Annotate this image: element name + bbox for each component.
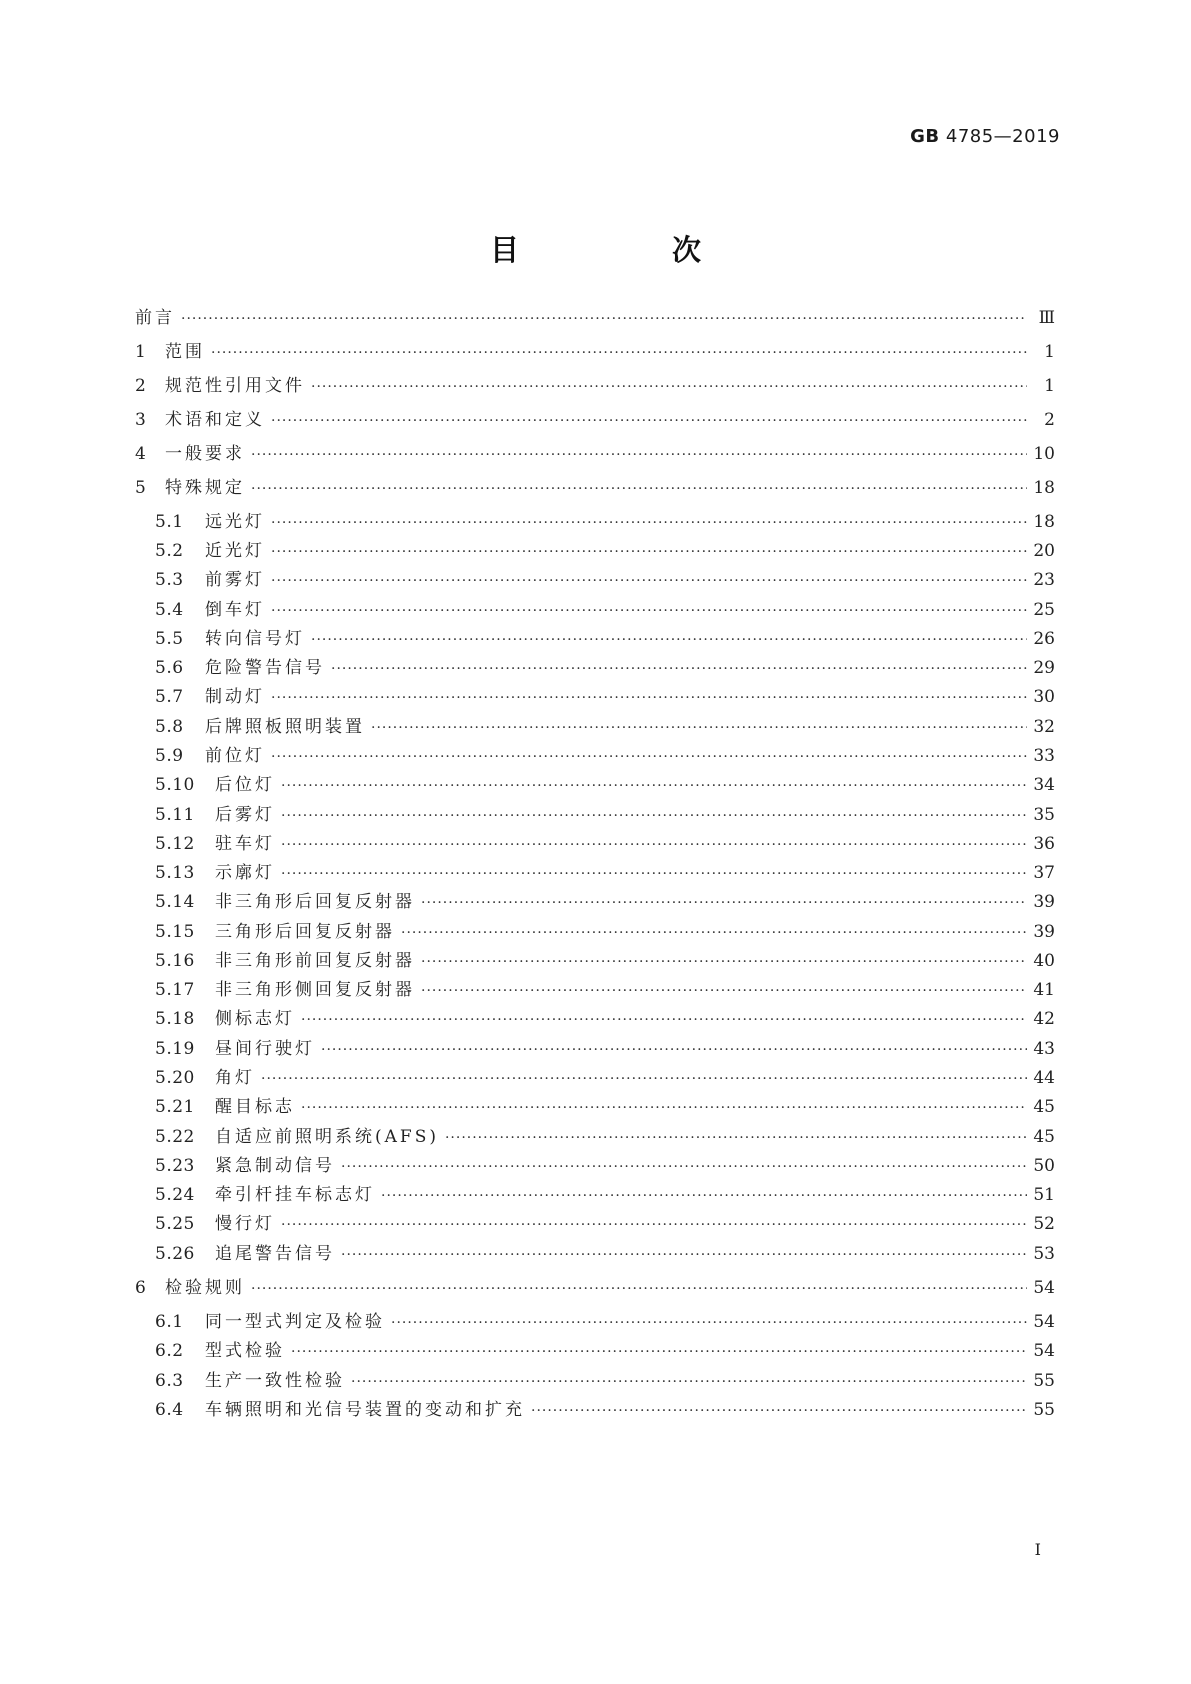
toc-entry-page: 39: [1033, 892, 1055, 912]
toc-entry[interactable]: [155, 1369, 1055, 1393]
toc-entry-page: 42: [1033, 1009, 1055, 1029]
toc-entry-page: 54: [1033, 1312, 1055, 1332]
toc-entry[interactable]: [155, 1037, 1055, 1061]
toc-entry[interactable]: [155, 773, 1055, 797]
toc-entry-page: 18: [1033, 512, 1055, 532]
toc-dot-leader: [321, 1038, 1027, 1062]
toc-entry-title: 前雾灯: [205, 570, 265, 590]
toc-entry-number: 5.18: [155, 1009, 195, 1029]
toc-entry-number: 5.4: [155, 600, 184, 620]
toc-entry[interactable]: [155, 1398, 1055, 1422]
toc-entry-number: 5.5: [155, 629, 184, 649]
toc-entry-page: 23: [1033, 570, 1055, 590]
toc-entry-page: 40: [1033, 951, 1055, 971]
toc-entry-title: 术语和定义: [165, 410, 265, 430]
toc-entry-number: 1: [135, 342, 147, 362]
toc-entry[interactable]: [155, 744, 1055, 768]
toc-entry-page: 34: [1033, 775, 1055, 795]
toc-entry-title: 非三角形侧回复反射器: [215, 980, 415, 1000]
toc-entry-number: 5.23: [155, 1156, 195, 1176]
toc-entry[interactable]: [155, 715, 1055, 739]
toc-entry[interactable]: [155, 539, 1055, 563]
toc-entry-number: 5.22: [155, 1127, 195, 1147]
toc-entry-title: 自适应前照明系统(AFS): [215, 1127, 439, 1147]
toc-entry-number: 5.10: [155, 775, 195, 795]
toc-dot-leader: [421, 979, 1027, 1003]
toc-dot-leader: [445, 1126, 1027, 1150]
page-title: 目 次: [489, 233, 763, 267]
toc-entry-number: 5.26: [155, 1244, 195, 1264]
toc-entry-title: 范围: [165, 342, 205, 362]
toc-entry[interactable]: [155, 1095, 1055, 1119]
toc-entry[interactable]: [155, 568, 1055, 592]
toc-entry-title: 一般要求: [165, 444, 245, 464]
toc-entry-number: 5.14: [155, 892, 195, 912]
toc-entry-page: 32: [1033, 717, 1055, 737]
toc-entry-number: 6.2: [155, 1341, 184, 1361]
toc-entry-page: 37: [1033, 863, 1055, 883]
toc-dot-leader: [401, 921, 1027, 945]
toc-entry-title: 慢行灯: [215, 1214, 275, 1234]
toc-entry[interactable]: [155, 949, 1055, 973]
toc-entry[interactable]: [155, 627, 1055, 651]
toc-entry-number: 5.1: [155, 512, 184, 532]
toc-entry-title: 近光灯: [205, 541, 265, 561]
toc-entry-number: 5.21: [155, 1097, 195, 1117]
toc-entry-number: 3: [135, 410, 147, 430]
toc-entry[interactable]: [155, 832, 1055, 856]
toc-entry-page: 44: [1033, 1068, 1055, 1088]
toc-entry-page: 45: [1033, 1127, 1055, 1147]
toc-entry-title: 非三角形前回复反射器: [215, 951, 415, 971]
toc-dot-leader: [181, 307, 1027, 331]
toc-entry-page: 41: [1033, 980, 1055, 1000]
toc-entry-number: 5.12: [155, 834, 195, 854]
toc-entry-number: 5.3: [155, 570, 184, 590]
toc-dot-leader: [301, 1096, 1027, 1120]
standard-prefix: GB: [910, 126, 940, 147]
toc-entry-page: 30: [1033, 687, 1055, 707]
toc-dot-leader: [341, 1243, 1027, 1267]
toc-entry-title: 三角形后回复反射器: [215, 922, 395, 942]
toc-entry-number: 5: [135, 478, 147, 498]
toc-entry-title: 前言: [135, 308, 175, 328]
toc-entry[interactable]: [155, 685, 1055, 709]
toc-entry-page: 33: [1033, 746, 1055, 766]
toc-dot-leader: [251, 477, 1027, 501]
toc-dot-leader: [271, 409, 1027, 433]
toc-entry-number: 5.13: [155, 863, 195, 883]
toc-entry-number: 6.1: [155, 1312, 184, 1332]
toc-entry-page: 10: [1033, 444, 1055, 464]
toc-entry-number: 6: [135, 1278, 147, 1298]
toc-entry-page: 43: [1033, 1039, 1055, 1059]
toc-entry-number: 5.2: [155, 541, 184, 561]
toc-entry-number: 5.9: [155, 746, 184, 766]
toc-entry[interactable]: [135, 340, 1055, 364]
toc-entry-title: 醒目标志: [215, 1097, 295, 1117]
page-number: Ⅰ: [1034, 1540, 1041, 1559]
toc-entry-title: 后雾灯: [215, 805, 275, 825]
toc-entry[interactable]: [155, 890, 1055, 914]
toc-entry[interactable]: [155, 920, 1055, 944]
toc-entry[interactable]: [155, 978, 1055, 1002]
toc-entry-title: 昼间行驶灯: [215, 1039, 315, 1059]
toc-entry-number: 6.3: [155, 1371, 184, 1391]
toc-entry-page: 53: [1033, 1244, 1055, 1264]
toc-entry-title: 驻车灯: [215, 834, 275, 854]
toc-entry[interactable]: [135, 476, 1055, 500]
toc-entry[interactable]: [155, 1339, 1055, 1363]
toc-entry[interactable]: [155, 1007, 1055, 1031]
toc-dot-leader: [371, 716, 1027, 740]
toc-dot-leader: [271, 569, 1027, 593]
toc-entry[interactable]: [155, 861, 1055, 885]
toc-entry-title: 检验规则: [165, 1278, 245, 1298]
toc-entry-page: 2: [1044, 410, 1055, 430]
toc-entry-page: 50: [1033, 1156, 1055, 1176]
toc-entry-title: 追尾警告信号: [215, 1244, 335, 1264]
toc-dot-leader: [311, 628, 1027, 652]
toc-entry-title: 规范性引用文件: [165, 376, 305, 396]
toc-entry-number: 5.7: [155, 687, 184, 707]
toc-dot-leader: [281, 862, 1027, 886]
toc-entry-page: 55: [1033, 1400, 1055, 1420]
toc-entry-number: 5.25: [155, 1214, 195, 1234]
toc-entry-title: 转向信号灯: [205, 629, 305, 649]
toc-entry-number: 5.11: [155, 805, 195, 825]
toc-entry[interactable]: [155, 1066, 1055, 1090]
toc-dot-leader: [281, 833, 1027, 857]
toc-entry-number: 2: [135, 376, 147, 396]
toc-entry-number: 6.4: [155, 1400, 184, 1420]
toc-entry[interactable]: [155, 1310, 1055, 1334]
toc-dot-leader: [291, 1340, 1027, 1364]
toc-dot-leader: [211, 341, 1027, 365]
toc-dot-leader: [301, 1008, 1027, 1032]
toc-dot-leader: [281, 1213, 1027, 1237]
toc-entry-title: 生产一致性检验: [205, 1371, 345, 1391]
toc-entry-title: 特殊规定: [165, 478, 245, 498]
toc-entry[interactable]: [155, 803, 1055, 827]
toc-entry-page: 55: [1033, 1371, 1055, 1391]
toc-entry-page: 1: [1044, 342, 1055, 362]
toc-entry[interactable]: [155, 1183, 1055, 1207]
toc-entry[interactable]: [135, 1276, 1055, 1300]
toc-entry[interactable]: [155, 598, 1055, 622]
toc-dot-leader: [271, 511, 1027, 535]
toc-dot-leader: [251, 443, 1027, 467]
toc-entry-page: 39: [1033, 922, 1055, 942]
toc-entry[interactable]: [135, 408, 1055, 432]
toc-entry-page: 54: [1033, 1278, 1055, 1298]
toc-entry[interactable]: [135, 306, 1055, 330]
toc-entry-page: 54: [1033, 1341, 1055, 1361]
toc-dot-leader: [281, 774, 1027, 798]
toc-entry[interactable]: [155, 1125, 1055, 1149]
toc-dot-leader: [271, 599, 1027, 623]
toc-entry-page: 51: [1033, 1185, 1055, 1205]
toc-dot-leader: [271, 540, 1027, 564]
toc-entry[interactable]: [155, 1212, 1055, 1236]
toc-entry-number: 5.6: [155, 658, 184, 678]
toc-entry[interactable]: [135, 442, 1055, 466]
toc-entry-page: 1: [1044, 376, 1055, 396]
toc-dot-leader: [421, 891, 1027, 915]
toc-entry-page: 52: [1033, 1214, 1055, 1234]
toc-entry-page: 26: [1033, 629, 1055, 649]
toc-entry-number: 5.20: [155, 1068, 195, 1088]
toc-entry-page: Ⅲ: [1038, 308, 1055, 328]
toc-dot-leader: [311, 375, 1027, 399]
toc-dot-leader: [271, 686, 1027, 710]
toc-entry-title: 牵引杆挂车标志灯: [215, 1185, 375, 1205]
toc-entry-title: 非三角形后回复反射器: [215, 892, 415, 912]
toc-entry-page: 45: [1033, 1097, 1055, 1117]
toc-entry-number: 5.16: [155, 951, 195, 971]
toc-dot-leader: [391, 1311, 1027, 1335]
toc-entry-number: 4: [135, 444, 147, 464]
toc-entry-title: 紧急制动信号: [215, 1156, 335, 1176]
toc-entry[interactable]: [155, 656, 1055, 680]
toc-dot-leader: [261, 1067, 1027, 1091]
toc-entry-number: 5.17: [155, 980, 195, 1000]
toc-dot-leader: [281, 804, 1027, 828]
toc-entry-number: 5.8: [155, 717, 184, 737]
toc-dot-leader: [251, 1277, 1027, 1301]
toc-entry-title: 车辆照明和光信号装置的变动和扩充: [205, 1400, 525, 1420]
toc-entry-title: 后位灯: [215, 775, 275, 795]
toc-entry-title: 侧标志灯: [215, 1009, 295, 1029]
toc-entry-number: 5.19: [155, 1039, 195, 1059]
toc-entry-title: 远光灯: [205, 512, 265, 532]
toc-entry-page: 18: [1033, 478, 1055, 498]
toc-entry[interactable]: [155, 510, 1055, 534]
toc-entry-page: 36: [1033, 834, 1055, 854]
toc-entry[interactable]: [135, 374, 1055, 398]
toc-entry-title: 倒车灯: [205, 600, 265, 620]
toc-entry-page: 25: [1033, 600, 1055, 620]
toc-entry[interactable]: [155, 1242, 1055, 1266]
toc-entry-title: 后牌照板照明装置: [205, 717, 365, 737]
toc-entry-number: 5.15: [155, 922, 195, 942]
toc-entry-title: 制动灯: [205, 687, 265, 707]
standard-number: 4785—2019: [945, 126, 1060, 147]
toc-entry-number: 5.24: [155, 1185, 195, 1205]
toc-entry-page: 20: [1033, 541, 1055, 561]
toc-entry-title: 示廓灯: [215, 863, 275, 883]
toc-entry[interactable]: [155, 1154, 1055, 1178]
toc-dot-leader: [381, 1184, 1027, 1208]
toc-dot-leader: [331, 657, 1027, 681]
toc-entry-page: 29: [1033, 658, 1055, 678]
toc-dot-leader: [271, 745, 1027, 769]
toc-entry-page: 35: [1033, 805, 1055, 825]
toc-entry-title: 同一型式判定及检验: [205, 1312, 385, 1332]
toc-dot-leader: [421, 950, 1027, 974]
toc-entry-title: 角灯: [215, 1068, 255, 1088]
toc-dot-leader: [351, 1370, 1027, 1394]
toc-entry-title: 危险警告信号: [205, 658, 325, 678]
toc-entry-title: 型式检验: [205, 1341, 285, 1361]
toc-dot-leader: [531, 1399, 1027, 1423]
toc-dot-leader: [341, 1155, 1027, 1179]
toc-entry-title: 前位灯: [205, 746, 265, 766]
